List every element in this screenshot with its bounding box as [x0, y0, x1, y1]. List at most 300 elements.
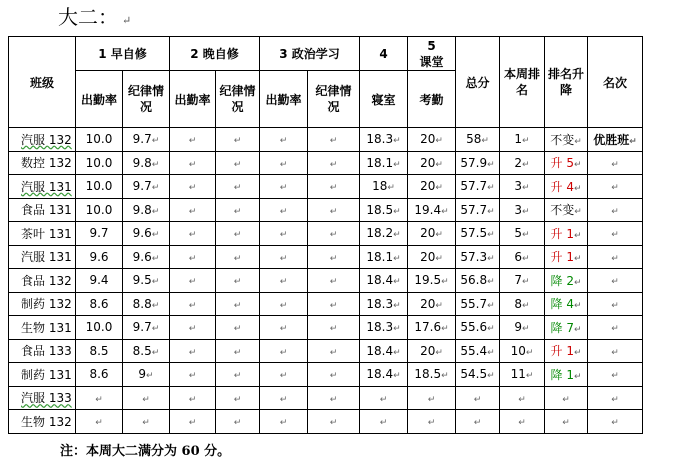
- rank-change: [545, 151, 588, 175]
- dorm-score-value: 18.2: [366, 226, 394, 241]
- weekly-rank: [500, 316, 545, 340]
- sub-dorm: 寝室: [360, 71, 408, 128]
- paragraph-mark: ↵: [522, 159, 530, 170]
- dorm-score: [360, 245, 408, 269]
- kaoqin-score: [408, 269, 456, 293]
- table-row: [9, 410, 643, 434]
- political-attendance: [260, 175, 308, 199]
- paragraph-mark: ↵: [151, 253, 160, 264]
- paragraph-mark: ↵: [574, 207, 582, 218]
- kaoqin-score: [408, 316, 456, 340]
- paragraph-mark: ↵: [279, 159, 288, 170]
- dorm-score: [360, 363, 408, 387]
- paragraph-mark: ↵: [573, 230, 582, 241]
- weekly-rank-value: 11: [510, 367, 526, 382]
- paragraph-mark: ↵: [279, 371, 288, 382]
- paragraph-mark: ↵: [188, 394, 197, 405]
- table-row: [9, 292, 643, 316]
- political-discipline: [308, 222, 360, 246]
- evening-discipline: [216, 128, 260, 152]
- paragraph-mark: ↵: [329, 159, 338, 170]
- total-score-value: 55.6: [460, 320, 488, 335]
- morning-attendance-value: 10.0: [85, 179, 113, 194]
- rank-change-value: 降 7: [550, 320, 574, 335]
- weekly-rank-value: 6: [514, 249, 523, 264]
- weekly-rank-value: 10: [510, 343, 526, 358]
- morning-attendance: [76, 151, 123, 175]
- kaoqin-score-value: 20: [420, 179, 436, 194]
- paragraph-mark: ↵: [146, 371, 154, 382]
- paragraph-mark: ↵: [435, 183, 443, 194]
- kaoqin-score: [408, 175, 456, 199]
- total-score: [456, 339, 500, 363]
- paragraph-mark: ↵: [142, 418, 150, 429]
- paragraph-mark: ↵: [393, 230, 401, 241]
- paragraph-mark: ↵: [522, 277, 530, 288]
- table-body: [9, 37, 643, 434]
- col-group-class-label: 课堂: [419, 54, 444, 69]
- paragraph-mark: ↵: [329, 300, 338, 311]
- political-discipline: [308, 363, 360, 387]
- evening-attendance: [170, 128, 216, 152]
- paragraph-mark: ↵: [441, 324, 449, 335]
- morning-discipline: [123, 222, 170, 246]
- morning-discipline-value: 9: [138, 367, 147, 382]
- morning-attendance: [76, 292, 123, 316]
- morning-attendance-value: 8.6: [89, 296, 109, 311]
- paragraph-mark: ↵: [611, 418, 619, 429]
- rank-change-value: 升 1: [550, 226, 574, 241]
- morning-attendance: [76, 222, 123, 246]
- rank-change-value: 降 2: [550, 273, 574, 288]
- paragraph-mark: ↵: [481, 136, 489, 147]
- paragraph-mark: ↵: [573, 324, 582, 335]
- paragraph-mark: ↵: [279, 324, 288, 335]
- morning-attendance: [76, 386, 123, 410]
- evening-discipline: [216, 292, 260, 316]
- paragraph-mark: ↵: [441, 277, 449, 288]
- class-name: [9, 198, 76, 222]
- paragraph-mark: ↵: [151, 230, 160, 241]
- dorm-score: [360, 128, 408, 152]
- total-score: [456, 128, 500, 152]
- paragraph-mark: ↵: [629, 136, 637, 147]
- rank-change: [545, 316, 588, 340]
- evening-attendance: [170, 339, 216, 363]
- class-name: [9, 292, 76, 316]
- political-attendance: [260, 245, 308, 269]
- total-score: [456, 316, 500, 340]
- political-discipline: [308, 128, 360, 152]
- morning-attendance: [76, 363, 123, 387]
- morning-attendance: [76, 245, 123, 269]
- paragraph-mark: ↵: [473, 394, 482, 405]
- kaoqin-score: [408, 386, 456, 410]
- political-discipline: [308, 269, 360, 293]
- place: [588, 292, 643, 316]
- place: [588, 363, 643, 387]
- paragraph-mark: ↵: [95, 394, 103, 405]
- kaoqin-score: [408, 222, 456, 246]
- sub-discipline-2: 纪律情况: [216, 71, 260, 128]
- paragraph-mark: ↵: [329, 253, 338, 264]
- paragraph-mark: ↵: [573, 277, 582, 288]
- morning-discipline-value: 9.8: [132, 202, 152, 217]
- morning-discipline: [123, 269, 170, 293]
- col-total-header: 总分: [456, 37, 500, 128]
- political-attendance: [260, 292, 308, 316]
- weekly-rank: [500, 151, 545, 175]
- class-name: [9, 339, 76, 363]
- paragraph-mark: ↵: [233, 394, 242, 405]
- paragraph-mark: ↵: [188, 159, 197, 170]
- morning-discipline-value: 8.5: [132, 343, 152, 358]
- paragraph-mark: ↵: [379, 418, 388, 429]
- paragraph-mark: ↵: [122, 14, 132, 27]
- weekly-rank-value: 1: [514, 132, 523, 147]
- kaoqin-score: [408, 410, 456, 434]
- class-name-value: 制药 132: [21, 297, 72, 312]
- total-score-value: 55.4: [460, 343, 488, 358]
- paragraph-mark: ↵: [611, 206, 619, 217]
- kaoqin-score-value: 20: [420, 249, 436, 264]
- paragraph-mark: ↵: [574, 136, 582, 147]
- rank-change: [545, 222, 588, 246]
- table-row: [9, 269, 643, 293]
- paragraph-mark: ↵: [151, 277, 160, 288]
- morning-discipline-value: 8.8: [132, 296, 152, 311]
- total-score: [456, 151, 500, 175]
- weekly-rank-value: 2: [514, 155, 523, 170]
- morning-attendance-value: 10.0: [85, 320, 113, 335]
- paragraph-mark: ↵: [151, 347, 160, 358]
- place: [588, 151, 643, 175]
- paragraph-mark: ↵: [151, 206, 160, 217]
- rank-change-value: 不变: [550, 132, 575, 147]
- paragraph-mark: ↵: [188, 230, 197, 241]
- morning-discipline: [123, 339, 170, 363]
- paragraph-mark: ↵: [279, 394, 288, 405]
- place-value: 优胜班: [593, 132, 630, 147]
- evening-attendance: [170, 363, 216, 387]
- rank-change-value: 升 4: [550, 179, 574, 194]
- morning-attendance: [76, 316, 123, 340]
- paragraph-mark: ↵: [435, 253, 443, 264]
- dorm-score: [360, 151, 408, 175]
- paragraph-mark: ↵: [379, 394, 388, 405]
- evening-discipline: [216, 269, 260, 293]
- kaoqin-score-value: 18.5: [414, 367, 442, 382]
- weekly-rank: [500, 198, 545, 222]
- paragraph-mark: ↵: [233, 206, 242, 217]
- paragraph-mark: ↵: [611, 371, 619, 382]
- weekly-rank: [500, 175, 545, 199]
- weekly-rank-value: 3: [514, 202, 523, 217]
- sub-attendance-2: 出勤率: [170, 71, 216, 128]
- paragraph-mark: ↵: [573, 301, 582, 312]
- morning-attendance-value: 9.7: [89, 226, 109, 241]
- paragraph-mark: ↵: [188, 136, 197, 147]
- evening-discipline: [216, 363, 260, 387]
- weekly-rank: [500, 269, 545, 293]
- morning-attendance: [76, 175, 123, 199]
- class-name-value: 汽服 131: [21, 179, 72, 194]
- place: [588, 128, 643, 152]
- paragraph-mark: ↵: [487, 347, 495, 358]
- paragraph-mark: ↵: [233, 347, 242, 358]
- total-score-value: 57.7: [460, 179, 488, 194]
- morning-attendance-value: 8.6: [89, 367, 109, 382]
- paragraph-mark: ↵: [435, 300, 443, 311]
- total-score: [456, 222, 500, 246]
- paragraph-mark: ↵: [611, 230, 619, 241]
- paragraph-mark: ↵: [435, 347, 443, 358]
- paragraph-mark: ↵: [427, 418, 436, 429]
- paragraph-mark: ↵: [188, 347, 197, 358]
- paragraph-mark: ↵: [435, 230, 443, 241]
- rank-change: [545, 410, 588, 434]
- paragraph-mark: ↵: [151, 324, 160, 335]
- political-attendance: [260, 316, 308, 340]
- class-name: [9, 151, 76, 175]
- paragraph-mark: ↵: [441, 206, 449, 217]
- paragraph-mark: ↵: [151, 159, 160, 170]
- table-row: [9, 339, 643, 363]
- total-score: [456, 175, 500, 199]
- paragraph-mark: ↵: [393, 277, 401, 288]
- political-discipline: [308, 151, 360, 175]
- paragraph-mark: ↵: [611, 277, 619, 288]
- table-row: [9, 316, 643, 340]
- paragraph-mark: ↵: [473, 418, 482, 429]
- table-row: [9, 151, 643, 175]
- paragraph-mark: ↵: [573, 254, 582, 265]
- paragraph-mark: ↵: [611, 159, 619, 170]
- evening-discipline: [216, 245, 260, 269]
- paragraph-mark: ↵: [435, 136, 443, 147]
- rank-change: [545, 339, 588, 363]
- paragraph-mark: ↵: [487, 159, 495, 170]
- paragraph-mark: ↵: [188, 206, 197, 217]
- weekly-rank-value: 7: [514, 273, 523, 288]
- paragraph-mark: ↵: [611, 253, 619, 264]
- paragraph-mark: ↵: [393, 347, 401, 358]
- evening-discipline: [216, 410, 260, 434]
- paragraph-mark: ↵: [518, 394, 526, 405]
- kaoqin-score-value: 19.5: [414, 273, 442, 288]
- paragraph-mark: ↵: [329, 394, 338, 405]
- dorm-score-value: 18.4: [366, 367, 394, 382]
- paragraph-mark: ↵: [525, 347, 534, 358]
- class-name-value: 制药 131: [21, 367, 72, 382]
- political-attendance: [260, 151, 308, 175]
- paragraph-mark: ↵: [279, 230, 288, 241]
- evening-discipline: [216, 175, 260, 199]
- col-change-header: 排名升降: [545, 37, 588, 128]
- col-class-header: 班级: [9, 37, 76, 128]
- place: [588, 410, 643, 434]
- paragraph-mark: ↵: [522, 206, 530, 217]
- place: [588, 269, 643, 293]
- kaoqin-score-value: 20: [420, 132, 436, 147]
- paragraph-mark: ↵: [188, 418, 197, 429]
- col-place-header: 名次: [588, 37, 643, 128]
- paragraph-mark: ↵: [522, 183, 530, 194]
- morning-discipline: [123, 363, 170, 387]
- class-name: [9, 410, 76, 434]
- weekly-rank: [500, 292, 545, 316]
- paragraph-mark: ↵: [233, 230, 242, 241]
- morning-discipline-value: 9.7: [132, 320, 152, 335]
- total-score-value: 57.9: [460, 155, 488, 170]
- col-rank-header: 本周排名: [500, 37, 545, 128]
- place: [588, 316, 643, 340]
- kaoqin-score-value: 20: [420, 155, 436, 170]
- rank-change-value: 升 5: [550, 156, 574, 171]
- paragraph-mark: ↵: [393, 371, 401, 382]
- place: [588, 386, 643, 410]
- class-name: [9, 245, 76, 269]
- total-score: [456, 363, 500, 387]
- morning-discipline: [123, 128, 170, 152]
- class-name: [9, 269, 76, 293]
- paragraph-mark: ↵: [151, 183, 160, 194]
- paragraph-mark: ↵: [611, 324, 619, 335]
- paragraph-mark: ↵: [487, 183, 495, 194]
- kaoqin-score: [408, 363, 456, 387]
- rank-change: [545, 269, 588, 293]
- paragraph-mark: ↵: [329, 418, 338, 429]
- col-group-political-study: 3 政治学习: [260, 37, 360, 71]
- class-name-value: 食品 131: [21, 203, 72, 218]
- col-group-dorm: 4: [360, 37, 408, 71]
- evening-discipline: [216, 198, 260, 222]
- political-attendance: [260, 198, 308, 222]
- rank-change: [545, 386, 588, 410]
- paragraph-mark: ↵: [611, 183, 619, 194]
- paragraph-mark: ↵: [518, 418, 526, 429]
- weekly-rank-value: 5: [514, 226, 523, 241]
- table-row: [9, 222, 643, 246]
- dorm-score: [360, 316, 408, 340]
- morning-attendance: [76, 198, 123, 222]
- political-discipline: [308, 198, 360, 222]
- political-discipline: [308, 410, 360, 434]
- weekly-rank-value: 3: [514, 179, 523, 194]
- dorm-score: [360, 410, 408, 434]
- sub-attendance-1: 出勤率: [76, 71, 123, 128]
- paragraph-mark: ↵: [279, 253, 288, 264]
- dorm-score-value: 18.3: [366, 320, 394, 335]
- political-attendance: [260, 128, 308, 152]
- evening-attendance: [170, 269, 216, 293]
- morning-discipline: [123, 292, 170, 316]
- paragraph-mark: ↵: [611, 300, 619, 311]
- rank-change: [545, 245, 588, 269]
- paragraph-mark: ↵: [487, 324, 495, 335]
- dorm-score-value: 18.5: [366, 202, 394, 217]
- paragraph-mark: ↵: [188, 183, 197, 194]
- paragraph-mark: ↵: [279, 347, 288, 358]
- paragraph-mark: ↵: [487, 277, 495, 288]
- paragraph-mark: ↵: [233, 136, 242, 147]
- paragraph-mark: ↵: [329, 277, 338, 288]
- paragraph-mark: ↵: [233, 418, 242, 429]
- class-name: [9, 363, 76, 387]
- political-discipline: [308, 386, 360, 410]
- political-attendance: [260, 269, 308, 293]
- sub-kaoqin: 考勤: [408, 71, 456, 128]
- kaoqin-score-value: 20: [420, 296, 436, 311]
- paragraph-mark: ↵: [393, 300, 401, 311]
- morning-discipline-value: 9.6: [132, 249, 152, 264]
- rank-change: [545, 128, 588, 152]
- paragraph-mark: ↵: [487, 230, 495, 241]
- class-name-value: 数控 132: [21, 156, 72, 171]
- class-name-value: 食品 132: [21, 273, 72, 288]
- paragraph-mark: ↵: [427, 394, 436, 405]
- rank-change: [545, 363, 588, 387]
- kaoqin-score-value: 20: [420, 343, 436, 358]
- total-score-value: 54.5: [460, 367, 488, 382]
- paragraph-mark: ↵: [393, 159, 401, 170]
- paragraph-mark: ↵: [522, 324, 530, 335]
- paragraph-mark: ↵: [233, 324, 242, 335]
- morning-attendance-value: 9.6: [89, 249, 109, 264]
- col-group-evening-study: 2 晚自修: [170, 37, 260, 71]
- class-name-value: 食品 133: [21, 344, 72, 359]
- evening-discipline: [216, 339, 260, 363]
- rank-change: [545, 198, 588, 222]
- paragraph-mark: ↵: [188, 324, 197, 335]
- class-name: [9, 316, 76, 340]
- rank-change-value: 降 4: [550, 297, 574, 312]
- kaoqin-score: [408, 292, 456, 316]
- table-row: [9, 175, 643, 199]
- paragraph-mark: ↵: [573, 371, 582, 382]
- paragraph-mark: ↵: [573, 348, 582, 359]
- kaoqin-score-value: 20: [420, 226, 436, 241]
- kaoqin-score: [408, 198, 456, 222]
- morning-attendance: [76, 410, 123, 434]
- paragraph-mark: ↵: [188, 277, 197, 288]
- morning-discipline: [123, 316, 170, 340]
- rank-change-value: 升 1: [550, 250, 574, 265]
- rank-change-value: 不变: [550, 203, 575, 218]
- paragraph-mark: ↵: [329, 206, 338, 217]
- kaoqin-score-value: 17.6: [414, 320, 442, 335]
- title-text: 大二：: [58, 5, 118, 29]
- political-discipline: [308, 175, 360, 199]
- political-discipline: [308, 339, 360, 363]
- rank-change-value: 降 1: [550, 367, 574, 382]
- dorm-score: [360, 269, 408, 293]
- morning-attendance-value: 10.0: [85, 155, 113, 170]
- evening-attendance: [170, 316, 216, 340]
- paragraph-mark: ↵: [522, 230, 530, 241]
- paragraph-mark: ↵: [329, 324, 338, 335]
- total-score: [456, 410, 500, 434]
- dorm-score-value: 18: [372, 179, 388, 194]
- paragraph-mark: ↵: [487, 253, 495, 264]
- place: [588, 339, 643, 363]
- paragraph-mark: ↵: [233, 183, 242, 194]
- morning-discipline-value: 9.7: [132, 179, 152, 194]
- paragraph-mark: ↵: [611, 347, 619, 358]
- paragraph-mark: ↵: [142, 394, 150, 405]
- paragraph-mark: ↵: [95, 418, 103, 429]
- paragraph-mark: ↵: [233, 159, 242, 170]
